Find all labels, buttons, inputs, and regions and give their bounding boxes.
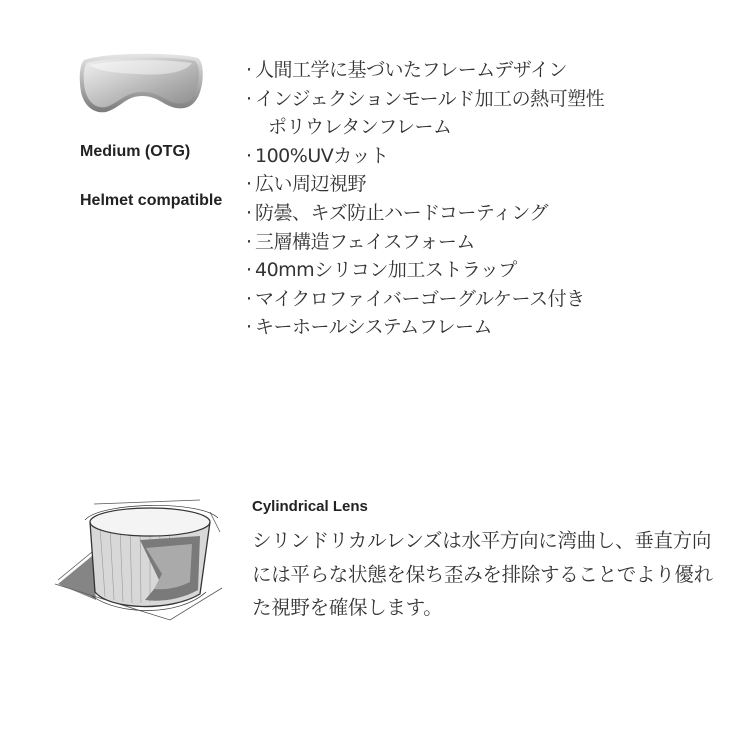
cylindrical-lens-title: Cylindrical Lens (252, 498, 368, 515)
feature-item: · 三層構造フェイスフォーム (246, 230, 475, 253)
feature-list (246, 56, 604, 342)
feature-item: · 人間工学に基づいたフレームデザイン (246, 59, 568, 81)
feature-item: · キーホールシステムフレーム (246, 316, 492, 339)
feature-item: · マイクロファイバーゴーグルケース付き (246, 287, 585, 310)
goggle-lens-icon (76, 50, 206, 122)
fit-size-label: Medium (OTG) (80, 143, 191, 160)
feature-item: · 防曇、キズ防止ハードコーティング (246, 201, 548, 224)
feature-item: · 40mmシリコン加工ストラップ (246, 259, 517, 282)
helmet-compatible-label: Helmet compatible (80, 192, 223, 209)
cylindrical-lens-sketch (50, 492, 230, 642)
feature-item: · 100%UVカット (246, 144, 389, 167)
cylindrical-lens-description: シリンドリカルレンズは水平方向に湾曲し、垂直方向には平らな状態を保ち歪みを排除することでより優れた視野を確保します。 (252, 529, 713, 619)
feature-item: · 広い周辺視野 (246, 173, 367, 196)
feature-item: · インジェクションモールド加工の熱可塑性 ポリウレタンフレーム (246, 87, 605, 139)
